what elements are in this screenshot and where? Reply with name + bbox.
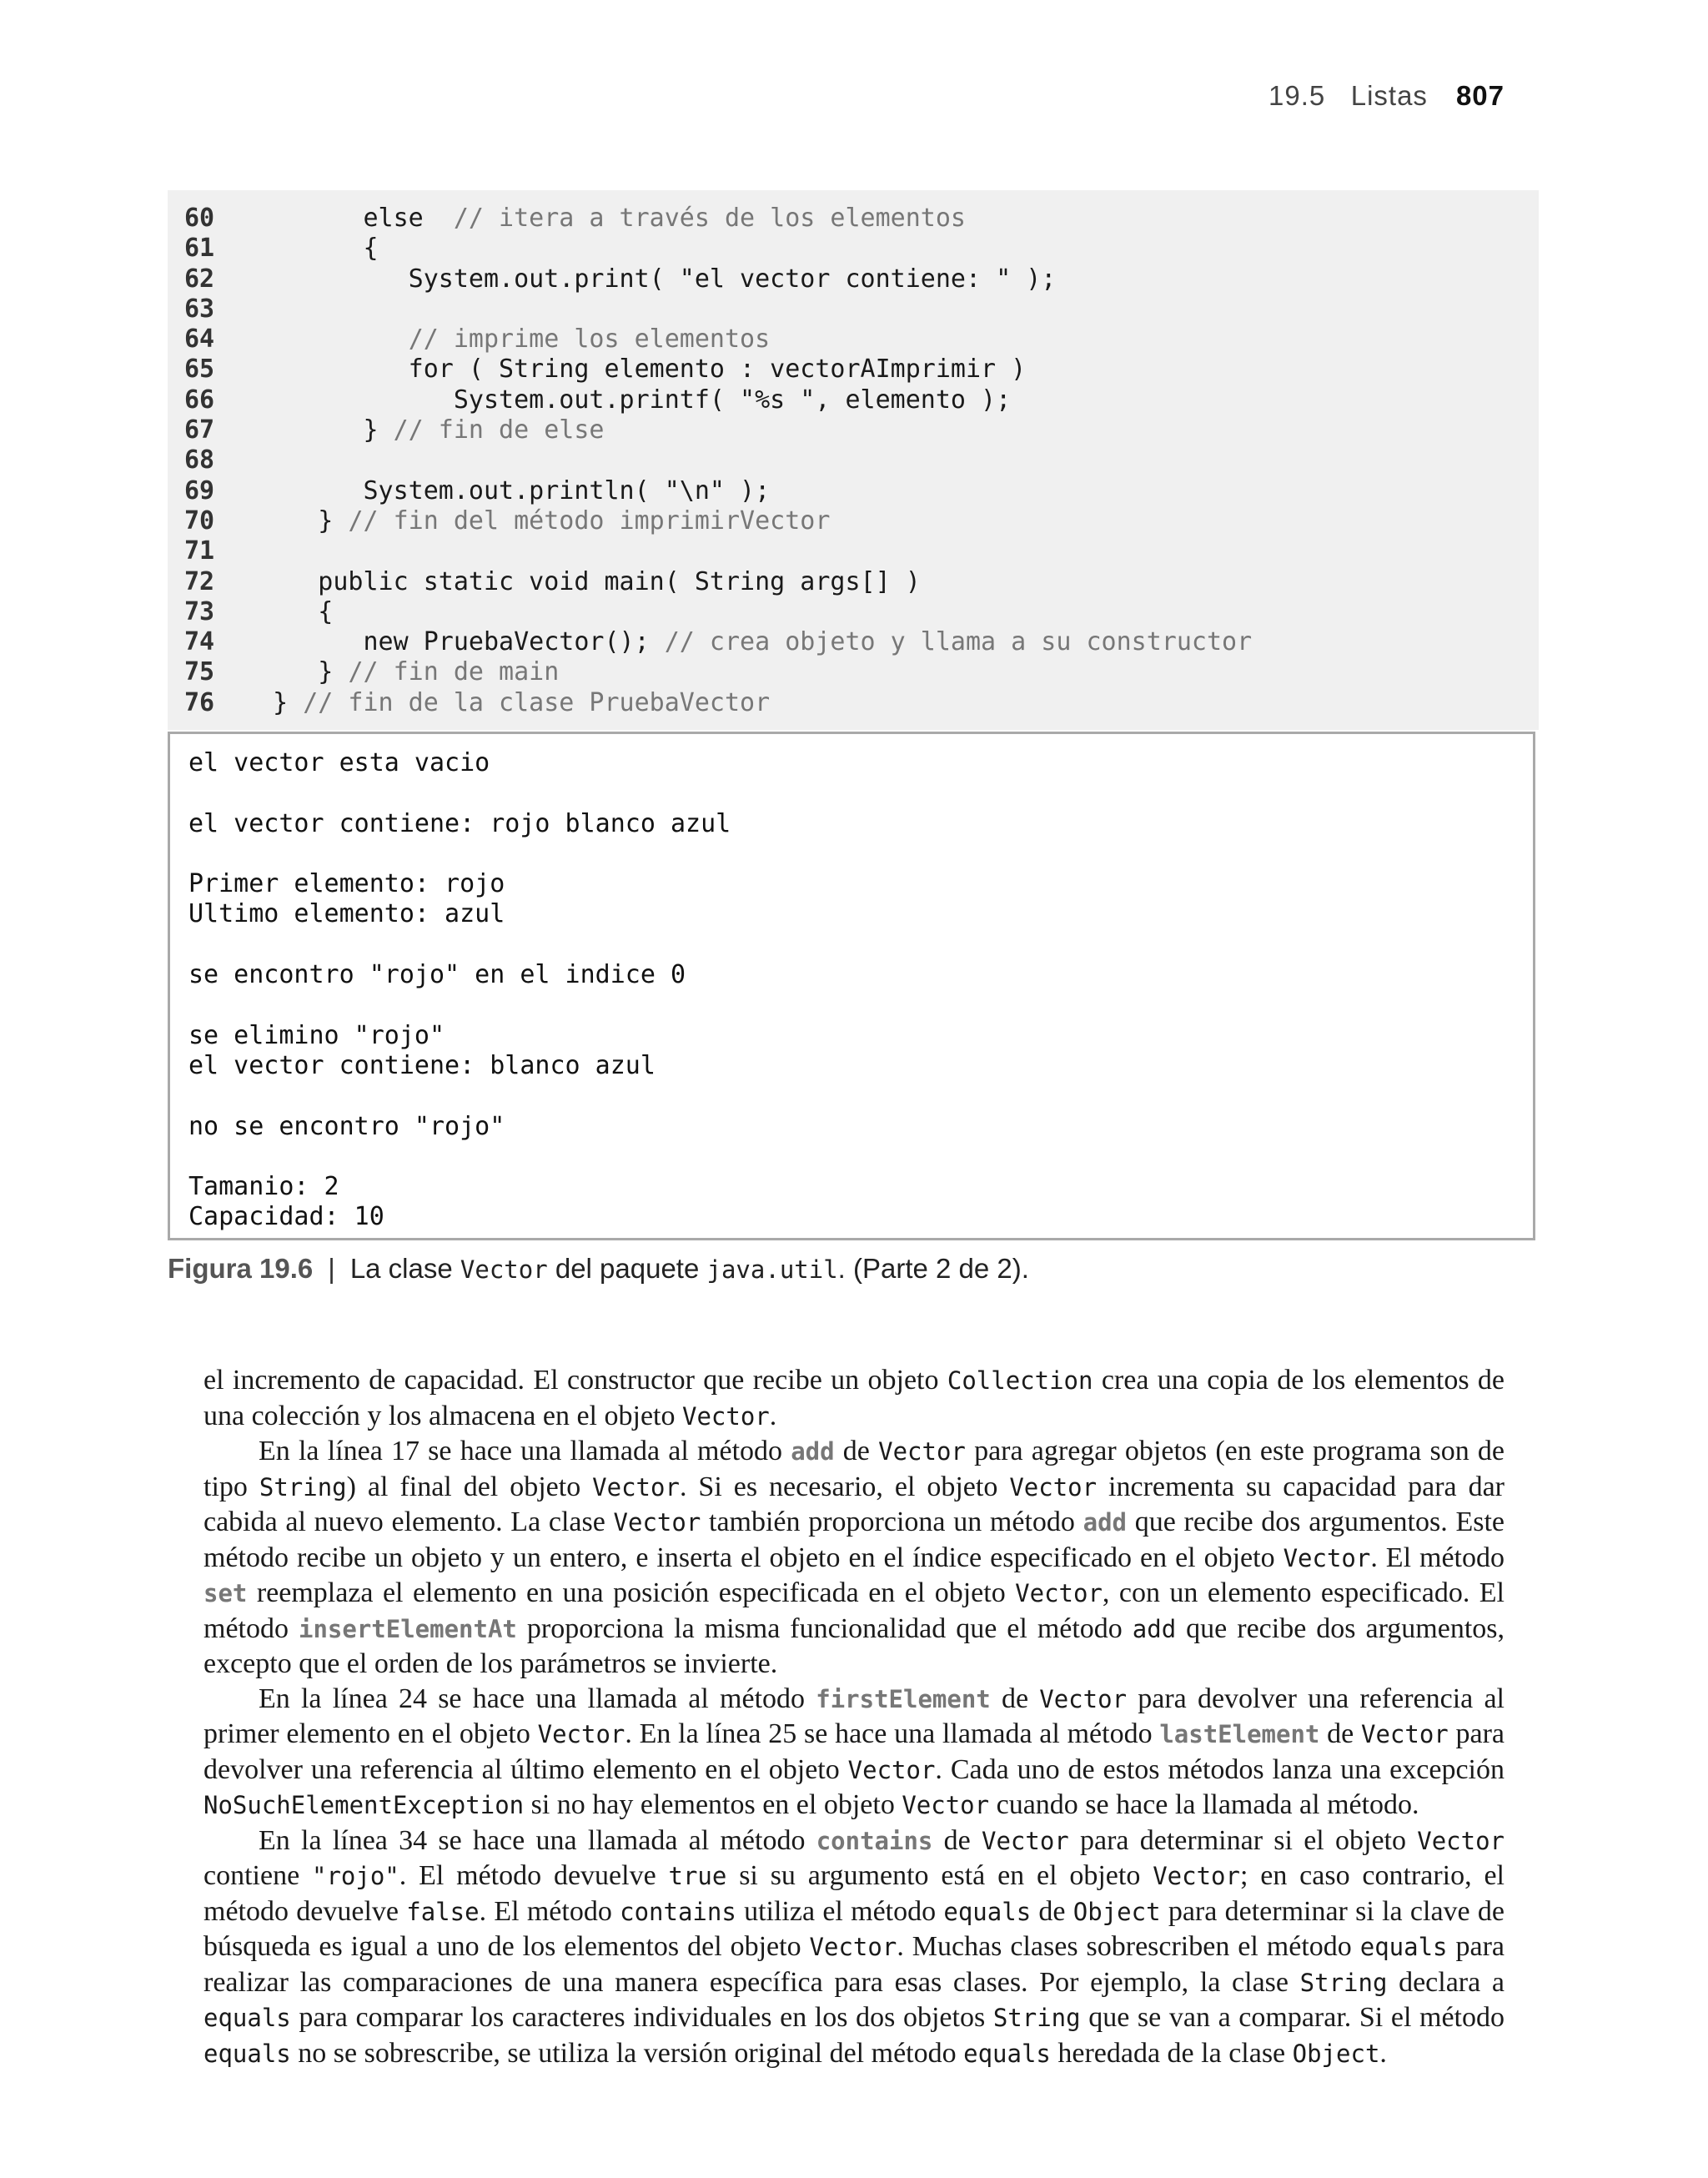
- text-run: cuando se hace la llamada al método.: [989, 1789, 1419, 1820]
- code-line: [168, 264, 1539, 294]
- text-run: ; en caso contrario, el método devuelve: [203, 1860, 1505, 1927]
- inline-code: Vector: [1417, 1826, 1505, 1855]
- inline-code: true: [668, 1862, 727, 1890]
- code-comment: // itera a través de los elementos: [453, 204, 966, 233]
- code-line: [168, 657, 1539, 687]
- code-line: [168, 688, 1539, 718]
- inline-code: Vector: [613, 1508, 701, 1537]
- inline-code: String: [992, 2004, 1081, 2032]
- code-line: [168, 385, 1539, 415]
- text-run: .: [1379, 2037, 1387, 2069]
- body-paragraph: [203, 1682, 1505, 1823]
- highlighted-method: insertElementAt: [298, 1614, 517, 1643]
- code-text: System.out.printf( "%s ", elemento );: [243, 385, 1012, 415]
- code-line: [168, 204, 1539, 234]
- code-comment: // fin de main: [348, 657, 560, 687]
- inline-code: equals: [1359, 1933, 1448, 1961]
- inline-code: NoSuchElementException: [203, 1791, 525, 1819]
- code-line: [168, 294, 1539, 324]
- code-text: }: [243, 687, 304, 717]
- text-run: de: [932, 1824, 982, 1856]
- highlighted-method: add: [791, 1437, 835, 1466]
- code-line: [168, 476, 1539, 506]
- caption-text-2: del paquete: [547, 1253, 707, 1284]
- inline-code: Collection: [947, 1366, 1093, 1395]
- output-line: se encontro "rojo" en el indice 0: [188, 960, 686, 990]
- inline-code: Object: [1292, 2039, 1380, 2068]
- inline-code: equals: [203, 2039, 291, 2068]
- code-line: [168, 355, 1539, 385]
- line-number: 60: [184, 204, 215, 233]
- caption-separator: |: [328, 1253, 335, 1284]
- inline-code: Object: [1073, 1897, 1161, 1926]
- output-line: Primer elemento: rojo: [188, 869, 505, 899]
- output-line: [188, 990, 1515, 1020]
- text-run: En la línea 34 se hace una llamada al método: [259, 1824, 816, 1856]
- text-run: si su argumento está en el objeto: [726, 1860, 1153, 1891]
- code-line: [168, 445, 1539, 475]
- text-run: utiliza el método: [736, 1895, 944, 1927]
- text-run: crea una copia de los elementos de una colección y los almacena en el objeto: [203, 1365, 1505, 1431]
- text-run: .: [769, 1400, 777, 1431]
- inline-code: "rojo": [312, 1862, 399, 1890]
- body-text: [203, 1363, 1505, 2071]
- highlighted-method: firstElement: [816, 1684, 991, 1713]
- output-line: [188, 1081, 1515, 1111]
- output-line: [188, 930, 1515, 960]
- output-line: [188, 1142, 1515, 1172]
- code-comment: // fin de else: [393, 415, 605, 445]
- output-line: el vector esta vacio: [188, 748, 490, 777]
- code-listing: [168, 190, 1539, 730]
- output-line: el vector contiene: rojo blanco azul: [188, 808, 731, 838]
- output-line: se elimino "rojo": [188, 1020, 445, 1050]
- section-title: 19.5 Listas: [1268, 80, 1428, 111]
- text-run: para determinar si el objeto: [1068, 1824, 1418, 1856]
- output-line: no se encontro "rojo": [188, 1111, 505, 1141]
- text-run: de: [1319, 1718, 1361, 1749]
- line-number: 64: [184, 324, 215, 355]
- code-text: new PruebaVector();: [243, 627, 665, 657]
- inline-code: add: [1132, 1614, 1177, 1643]
- line-number: 67: [184, 415, 215, 445]
- text-run: para realizar las comparaciones de una manera específica para esas clases. Por ejemplo, la clase: [203, 1931, 1505, 1998]
- code-comment: // crea objeto y llama a su constructor: [664, 627, 1253, 657]
- line-number: 74: [184, 627, 215, 657]
- page-number: 807: [1455, 80, 1505, 111]
- caption-text: [350, 1253, 1029, 1285]
- inline-code: Vector: [1009, 1472, 1098, 1501]
- inline-code: Vector: [681, 1401, 770, 1431]
- text-run: declara a: [1387, 1966, 1505, 1998]
- code-text: {: [243, 234, 379, 264]
- output-line: Ultimo elemento: azul: [188, 899, 505, 929]
- caption-text-3: . (Parte 2 de 2).: [837, 1253, 1029, 1284]
- line-number: 71: [184, 536, 215, 566]
- inline-code: Vector: [1153, 1862, 1240, 1890]
- inline-code: String: [259, 1472, 347, 1501]
- code-line: [168, 597, 1539, 627]
- inline-code: Vector: [1283, 1543, 1371, 1572]
- code-text: System.out.print( "el vector contiene: " );: [243, 264, 1057, 294]
- inline-code: Vector: [592, 1472, 680, 1501]
- caption-code-2: java.util: [706, 1255, 838, 1284]
- text-run: de: [834, 1436, 879, 1466]
- text-run: . Si es necesario, el objeto: [679, 1471, 1010, 1502]
- inline-code: false: [406, 1897, 480, 1926]
- text-run: también proporciona un método: [701, 1506, 1083, 1537]
- text-run: para devolver una referencia al primer elemento en el objeto: [203, 1683, 1505, 1749]
- line-number: 68: [184, 445, 215, 475]
- highlighted-method: lastElement: [1159, 1720, 1320, 1748]
- code-text: }: [243, 657, 349, 687]
- inline-code: Vector: [878, 1437, 966, 1466]
- highlighted-method: set: [203, 1579, 248, 1607]
- code-line: [168, 324, 1539, 355]
- inline-code: equals: [203, 2004, 291, 2032]
- line-number: 73: [184, 596, 215, 626]
- body-paragraph: [203, 1434, 1505, 1682]
- inline-code: Vector: [902, 1791, 990, 1819]
- program-output: [168, 732, 1535, 1240]
- code-text: System.out.println( "\n" );: [243, 475, 771, 506]
- text-run: . El método: [479, 1895, 620, 1927]
- text-run: si no hay elementos en el objeto: [524, 1789, 902, 1820]
- text-run: En la línea 17 se hace una llamada al método: [259, 1436, 791, 1466]
- inline-code: Vector: [809, 1933, 897, 1961]
- text-run: de: [990, 1683, 1040, 1714]
- text-run: En la línea 24 se hace una llamada al método: [259, 1683, 816, 1714]
- text-run: para determinar si la clave de búsqueda es igual a uno de los elementos del objeto: [203, 1895, 1505, 1962]
- line-number: 63: [184, 294, 215, 324]
- text-run: proporciona la misma funcionalidad que el método: [516, 1612, 1133, 1644]
- code-line: [168, 627, 1539, 657]
- line-number: 76: [184, 687, 215, 717]
- inline-code: contains: [620, 1897, 736, 1926]
- inline-code: Vector: [1360, 1720, 1449, 1748]
- body-paragraph: [203, 1363, 1505, 1434]
- text-run: para devolver una referencia al último elemento en el objeto: [203, 1718, 1505, 1785]
- line-number: 72: [184, 566, 215, 596]
- inline-code: Vector: [537, 1720, 625, 1748]
- inline-code: String: [1299, 1968, 1388, 1997]
- text-run: para comparar los caracteres individuales en los dos objetos: [290, 2002, 993, 2033]
- code-line: [168, 506, 1539, 536]
- line-number: 66: [184, 385, 215, 415]
- code-line: [168, 234, 1539, 264]
- inline-code: Vector: [982, 1826, 1069, 1855]
- line-number: 62: [184, 264, 215, 294]
- text-run: de: [1031, 1895, 1073, 1927]
- code-comment: // imprime los elementos: [408, 324, 771, 355]
- text-run: que se van a comparar. Si el método: [1080, 2002, 1505, 2033]
- code-comment: // fin de la clase PruebaVector: [303, 687, 771, 717]
- code-text: else: [243, 204, 454, 233]
- code-text: for ( String elemento : vectorAImprimir ): [243, 355, 1027, 385]
- output-line: Tamanio: 2: [188, 1172, 339, 1202]
- code-text: }: [243, 506, 349, 536]
- figure-caption: [168, 1253, 1029, 1285]
- text-run: . Muchas clases sobrescriben el método: [897, 1931, 1360, 1962]
- text-run: no se sobrescribe, se utiliza la versión original del método: [290, 2037, 964, 2069]
- text-run: . El método: [1370, 1542, 1505, 1573]
- code-text: [243, 324, 409, 355]
- running-head: [1268, 80, 1505, 112]
- text-run: para agregar objetos (en este programa son de tipo: [203, 1436, 1505, 1502]
- line-number: 75: [184, 657, 215, 687]
- code-line: [168, 567, 1539, 597]
- text-run: que recibe dos argumentos, excepto que el orden de los parámetros se invierte.: [203, 1612, 1505, 1679]
- text-run: contiene: [203, 1860, 312, 1891]
- inline-code: Vector: [1039, 1684, 1128, 1713]
- text-run: heredada de la clase: [1050, 2037, 1293, 2069]
- text-run: reemplaza el elemento en una posición especificada en el objeto: [247, 1577, 1016, 1608]
- figure-label: Figura 19.6: [168, 1253, 314, 1284]
- code-text: }: [243, 415, 394, 445]
- code-comment: // fin del método imprimirVector: [348, 506, 831, 536]
- text-run: el incremento de capacidad. El constructor que recibe un objeto: [203, 1365, 947, 1396]
- text-run: incrementa su capacidad para dar cabida al nuevo elemento. La clase: [203, 1471, 1505, 1537]
- body-paragraph: [203, 1823, 1505, 2072]
- code-text: {: [243, 596, 334, 626]
- text-run: . Cada uno de estos métodos lanza una excepción: [935, 1753, 1505, 1785]
- line-number: 65: [184, 355, 215, 385]
- text-run: . En la línea 25 se hace una llamada al método: [625, 1718, 1160, 1749]
- output-line: Capacidad: 10: [188, 1202, 384, 1232]
- caption-code-1: Vector: [460, 1255, 548, 1284]
- text-run: , con un elemento especificado. El método: [203, 1577, 1505, 1644]
- inline-code: equals: [963, 2039, 1051, 2068]
- highlighted-method: contains: [816, 1826, 933, 1855]
- inline-code: equals: [943, 1897, 1032, 1926]
- inline-code: Vector: [847, 1755, 936, 1784]
- output-line: el vector contiene: blanco azul: [188, 1050, 656, 1080]
- highlighted-method: add: [1083, 1508, 1128, 1537]
- code-text: public static void main( String args[] ): [243, 566, 921, 596]
- text-run: que recibe dos argumentos. Este método recibe un objeto y un entero, e inserta el objeto en el índice especificado en el objeto: [203, 1506, 1505, 1573]
- line-number: 70: [184, 506, 215, 536]
- output-line: [188, 778, 1515, 808]
- code-line: [168, 536, 1539, 566]
- text-run: . El método devuelve: [399, 1860, 669, 1891]
- line-number: 69: [184, 475, 215, 506]
- caption-text-1: La clase: [349, 1253, 460, 1284]
- code-line: [168, 415, 1539, 445]
- inline-code: Vector: [1015, 1579, 1103, 1607]
- output-line: [188, 839, 1515, 869]
- text-run: ) al final del objeto: [346, 1471, 593, 1502]
- line-number: 61: [184, 234, 215, 264]
